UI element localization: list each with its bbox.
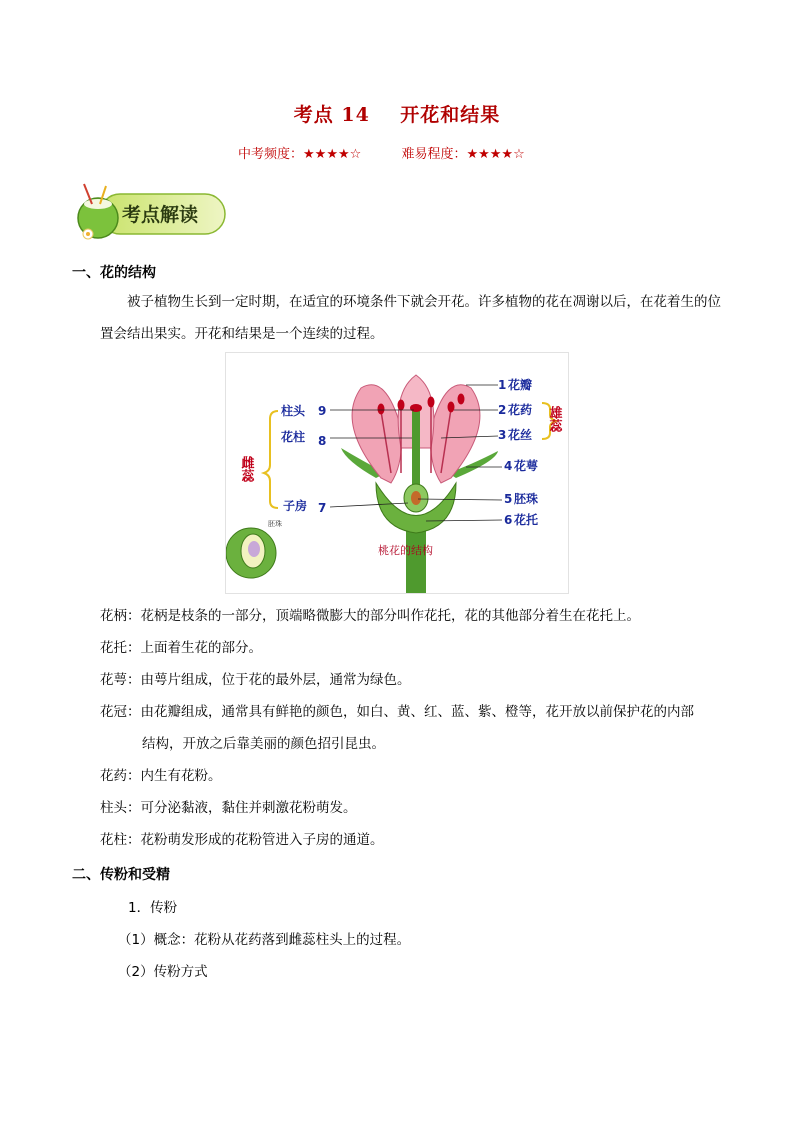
anther [448, 402, 455, 413]
definition-text: 上面着生花的部分。 [140, 640, 262, 656]
difficulty-rating [401, 143, 524, 162]
anther [428, 397, 435, 408]
pollination-concept: （1）概念：花粉从花药落到雌蕊柱头上的过程。 [118, 932, 411, 948]
style-shape [412, 411, 420, 488]
num-style: 8 [318, 434, 327, 448]
right-label-group [498, 377, 538, 527]
definition-term: 花冠： [100, 704, 141, 720]
stigma-shape [410, 404, 422, 412]
pistil-bracket [264, 411, 278, 508]
definition-text: 可分泌黏液，黏住并刺激花粉萌发。 [140, 800, 357, 816]
label-stigma: 柱头 [281, 404, 306, 418]
definition-term: 花托： [100, 640, 141, 656]
definition-item [100, 824, 730, 856]
section1-intro: 被子植物生长到一定时期，在适宜的环境条件下就会开花。许多植物的花在凋谢以后，在花着生的位置会结出果实。开花和结果是一个连续的过程。 [100, 294, 721, 342]
label-text-4: 花萼 [514, 459, 539, 473]
definition-text: 由萼片组成，位于花的最外层，通常为绿色。 [140, 672, 411, 688]
badge-text: 考点解读 [122, 204, 199, 226]
label-text-6: 花托 [514, 513, 539, 527]
label-text-3: 花丝 [508, 428, 533, 442]
frequency-stars: ★★★★☆ [303, 147, 362, 162]
num-stigma: 9 [318, 404, 327, 418]
label-num-1: 1 [498, 378, 507, 392]
anther [458, 394, 465, 405]
section2-heading: 二、传粉和受精 [72, 867, 170, 883]
label-num-4: 4 [504, 459, 513, 473]
definition-text: 花柄是枝条的一部分，顶端略微膨大的部分叫作花托，花的其他部分着生在花托上。 [140, 608, 640, 624]
flower-diagram [226, 353, 568, 593]
section1-heading: 一、花的结构 [72, 265, 156, 281]
definition-item [100, 664, 730, 696]
section-badge [70, 182, 230, 242]
label-text-5: 胚珠 [514, 492, 539, 506]
difficulty-label: 难易程度： [401, 147, 467, 162]
pollination-methods: （2）传粉方式 [118, 964, 208, 980]
anther [378, 404, 385, 415]
label-num-6: 6 [504, 513, 513, 527]
label-num-2: 2 [498, 403, 507, 417]
rating-line [238, 143, 525, 162]
definition-continuation: 结构，开放之后靠美丽的颜色招引昆虫。 [142, 736, 385, 752]
label-pistil: 雌蕊 [238, 456, 254, 482]
frequency-label: 中考频度： [238, 147, 304, 162]
definition-term: 柱头： [100, 800, 141, 816]
definition-term: 花柱： [100, 832, 141, 848]
pollination-subheading: 1．传粉 [128, 900, 178, 916]
label-text-2: 花药 [508, 403, 533, 417]
num-ovary: 7 [318, 501, 327, 515]
definition-term: 花药： [100, 768, 141, 784]
label-ovary: 子房 [283, 499, 308, 513]
label-style: 花柱 [281, 430, 306, 444]
page-title: 考点 14 开花和结果 [293, 104, 501, 126]
definition-item [100, 600, 730, 632]
definition-term: 花萼： [100, 672, 141, 688]
inset-label: 胚珠 [268, 520, 282, 528]
definition-text: 花粉萌发形成的花粉管进入子房的通道。 [140, 832, 384, 848]
label-num-5: 5 [504, 492, 513, 506]
definition-item [100, 696, 730, 760]
label-stamen: 雄蕊 [546, 406, 562, 432]
anther [398, 400, 405, 411]
definition-text: 由花瓣组成，通常具有鲜艳的颜色，如白、黄、红、蓝、紫、橙等，花开放以前保护花的内部 [140, 704, 694, 720]
petal-left [352, 385, 401, 483]
definition-item [100, 632, 730, 664]
coconut-icon [70, 182, 230, 242]
ovule-shape [411, 491, 421, 505]
embryo-sac [248, 541, 260, 557]
definition-text: 内生有花粉。 [140, 768, 222, 784]
definition-term: 花柄： [100, 608, 141, 624]
difficulty-stars: ★★★★☆ [466, 147, 525, 162]
figure-caption: 桃花的结构 [378, 544, 433, 557]
label-num-3: 3 [498, 428, 507, 442]
definition-item [100, 792, 730, 824]
frequency-rating [238, 143, 361, 162]
definition-item [100, 760, 730, 792]
label-text-1: 花瓣 [508, 378, 533, 392]
peach-flower-figure [225, 352, 569, 594]
